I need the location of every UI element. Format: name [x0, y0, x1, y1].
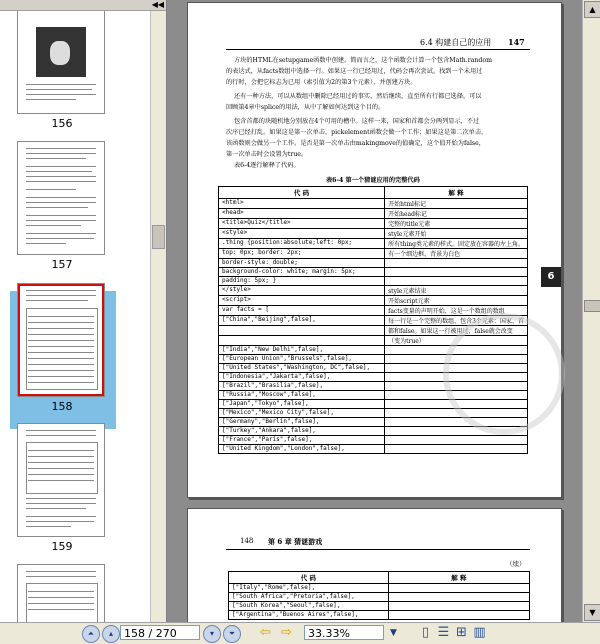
column-header-explain: 解 释	[385, 187, 528, 199]
running-header-page: 148	[240, 537, 254, 545]
table-row	[219, 277, 528, 286]
code-cell: ["France","Paris",false],	[219, 436, 385, 445]
explain-cell: 每一行是一个完整的数组，包含3个元素：国家、首	[385, 316, 528, 326]
code-table-continued	[228, 571, 530, 620]
code-cell: border-style: double;	[219, 259, 385, 268]
table-row	[219, 445, 528, 454]
facing-continuous-icon[interactable]: ▥	[473, 625, 486, 640]
explain-cell	[385, 436, 528, 445]
code-cell: ["South Korea","Seoul",false],	[229, 602, 389, 611]
table-row	[219, 306, 528, 316]
thumbnail-label: 156	[51, 117, 73, 130]
running-header-page: 147	[508, 37, 525, 47]
code-cell: ["India","New Delhi",false],	[219, 346, 385, 355]
code-cell: .thing {position:absolute;left: 0px;	[219, 239, 385, 249]
explain-cell: 开始html标记	[385, 199, 528, 209]
explain-cell: style元素开始	[385, 229, 528, 239]
chapter-side-tab: 6	[541, 267, 561, 287]
code-cell	[219, 336, 385, 346]
thumbnail-page-159[interactable]	[17, 423, 105, 537]
table-row	[219, 436, 528, 445]
explain-cell: 完整的title元素	[385, 219, 528, 229]
continuous-icon[interactable]: ☰	[437, 625, 450, 640]
table-row	[219, 229, 528, 239]
explain-cell: facts变量的声明开始，这是一个数组的数组	[385, 306, 528, 316]
explain-cell	[388, 602, 529, 611]
table-row	[219, 199, 528, 209]
table-row	[219, 209, 528, 219]
body-text: 第一次单击时会设置为true。	[226, 151, 308, 158]
body-text: 次序已经打乱。如果这是第一次单击，pickelement函数会做一个工作；如果这是第二次单击，	[226, 129, 488, 136]
code-cell: <html>	[219, 199, 385, 209]
document-page-147	[187, 2, 562, 498]
explain-cell	[385, 445, 528, 454]
thumbnail-list	[0, 11, 150, 622]
thumbnail-page-156[interactable]	[17, 11, 105, 114]
code-cell: <script>	[219, 296, 385, 306]
code-cell: ["Brazil","Brasilia",false],	[219, 382, 385, 391]
watermark-seal	[443, 313, 565, 435]
code-cell: <title>Quiz</title>	[219, 219, 385, 229]
document-viewer[interactable]	[167, 0, 582, 622]
column-header-code: 代 码	[229, 572, 389, 584]
code-cell: ["European Union","Brussels",false],	[219, 355, 385, 364]
explain-cell: （变为true）	[385, 336, 528, 346]
explain-cell	[388, 611, 529, 620]
running-header-chapter: 第 6 章 猜谜游戏	[268, 537, 323, 546]
table-row	[219, 239, 528, 249]
explain-cell	[385, 268, 528, 277]
sidebar-scrollbar[interactable]	[150, 11, 166, 622]
code-cell: </style>	[219, 286, 385, 296]
code-cell: ["Germany","Berlin",false],	[219, 418, 385, 427]
body-text: 包含首都的块随机地分别放在4个可用的槽中。这样一来，国家和首都会分两列显示，不过	[234, 118, 480, 125]
explain-cell: 开始script元素	[385, 296, 528, 306]
facing-icon[interactable]: ⊞	[456, 625, 467, 640]
next-page-icon[interactable]: ▾	[203, 625, 221, 643]
single-page-icon[interactable]: ▯	[421, 625, 430, 640]
explain-cell	[385, 277, 528, 286]
thumbnail-page-160[interactable]	[17, 564, 105, 622]
thumbnail-page-158[interactable]	[17, 283, 105, 397]
forward-icon[interactable]: ⇨	[281, 625, 292, 640]
explain-cell: style元素结束	[385, 286, 528, 296]
navigation-toolbar	[0, 622, 600, 644]
thumbnail-label: 158	[51, 400, 73, 413]
scroll-down-icon[interactable]: ▼	[584, 604, 600, 621]
sidebar-header	[0, 0, 166, 11]
code-cell: var facts = [	[219, 306, 385, 316]
code-cell: ["United Kingdom","London",false],	[219, 445, 385, 454]
table-row	[219, 268, 528, 277]
code-cell: <head>	[219, 209, 385, 219]
table-row	[229, 593, 530, 602]
column-header-code: 代 码	[219, 187, 385, 199]
prev-page-icon[interactable]: ▴	[102, 625, 120, 643]
running-header-chapter: 6.4 构建自己的应用	[420, 38, 492, 47]
page-number-input[interactable]: 158 / 270	[120, 625, 200, 640]
sidebar-scrollbar-thumb[interactable]	[152, 225, 165, 249]
double-left-arrow-icon[interactable]: ◀◀	[151, 0, 164, 9]
code-cell: ["Russia","Moscow",false],	[219, 391, 385, 400]
main-scrollbar[interactable]	[582, 0, 600, 622]
code-cell: background-color: white; margin: 5px;	[219, 268, 385, 277]
table-caption: 表6-4 第一个猜谜应用的完整代码	[326, 177, 420, 184]
main-scrollbar-thumb[interactable]	[584, 300, 600, 312]
zoom-dropdown-icon[interactable]: ▼	[390, 628, 397, 638]
table-row	[229, 611, 530, 620]
scroll-up-icon[interactable]: ▲	[584, 1, 600, 18]
code-cell: ["Japan","Tokyo",false],	[219, 400, 385, 409]
code-cell: <style>	[219, 229, 385, 239]
first-page-icon[interactable]: ⏶	[82, 625, 100, 643]
column-header-explain: 解 释	[388, 572, 529, 584]
body-text: 该函数则会做另一个工作。是否是第一次单击由makingmove的值确定，这个值开始为false，	[226, 140, 485, 147]
thumbnail-page-157[interactable]	[17, 141, 105, 255]
table-row	[219, 259, 528, 268]
code-cell: ["United States","Washington, DC",false],	[219, 364, 385, 373]
thumbnail-label: 159	[51, 540, 73, 553]
explain-cell: 有一个细边框，背景为白色	[385, 249, 528, 259]
code-cell: ["South Africa","Pretoria",false],	[229, 593, 389, 602]
table-row	[219, 219, 528, 229]
code-cell: ["Turkey","Ankara",false],	[219, 427, 385, 436]
code-cell: ["China","Beijing",false],	[219, 316, 385, 326]
table-continued-label: （续）	[506, 560, 526, 568]
explain-cell: 所有thing类元素的样式。固定放在容器的左上角。	[385, 239, 528, 249]
table-row	[219, 249, 528, 259]
explain-cell	[388, 584, 529, 593]
thumbnail-sidebar	[0, 0, 167, 622]
body-text: 表6-4逐行解释了代码。	[234, 162, 300, 169]
code-cell: ["Indonesia","Jakarta",false],	[219, 373, 385, 382]
explain-cell: 都和false。如果这一行被用过，false就会改变	[385, 326, 528, 336]
code-cell: top: 0px; border: 2px;	[219, 249, 385, 259]
table-row	[229, 584, 530, 593]
explain-cell: 开始head标记	[385, 209, 528, 219]
explain-cell	[388, 593, 529, 602]
table-row	[219, 296, 528, 306]
table-row	[229, 602, 530, 611]
code-cell: ["Italy","Rome",false],	[229, 584, 389, 593]
document-page-148	[187, 508, 562, 622]
thumbnail-image	[36, 27, 86, 77]
code-cell: padding: 5px; }	[219, 277, 385, 286]
explain-cell	[385, 259, 528, 268]
body-text: 的行时，会把它标志为已用（索引值为2的第3个元素），并创建方块。	[226, 79, 417, 86]
zoom-select[interactable]: 33.33%	[304, 625, 384, 640]
body-text: 方块的HTML在setupgame函数中创建。简而言之，这个函数会计算一个包含Math.random	[234, 57, 492, 64]
body-text: 还有一种方法，可以从数组中删除已经用过的事实，然后继续，直至所有行都已选择。可以	[234, 93, 482, 100]
code-cell	[219, 326, 385, 336]
body-text: 的表达式，从facts数组中选择一行。如果这一行已经用过，代码会再次尝试。找到一个未用过	[226, 68, 483, 75]
table-row	[219, 286, 528, 296]
back-icon[interactable]: ⇦	[260, 625, 271, 640]
code-cell: ["Argentina","Buenos Aires",false],	[229, 611, 389, 620]
body-text: 回顾第4章中splice的用法，从中了解如何达到这个目的。	[226, 104, 385, 111]
code-cell: ["Mexico","Mexico City",false],	[219, 409, 385, 418]
last-page-icon[interactable]: ⏷	[223, 625, 241, 643]
thumbnail-label: 157	[51, 258, 73, 271]
